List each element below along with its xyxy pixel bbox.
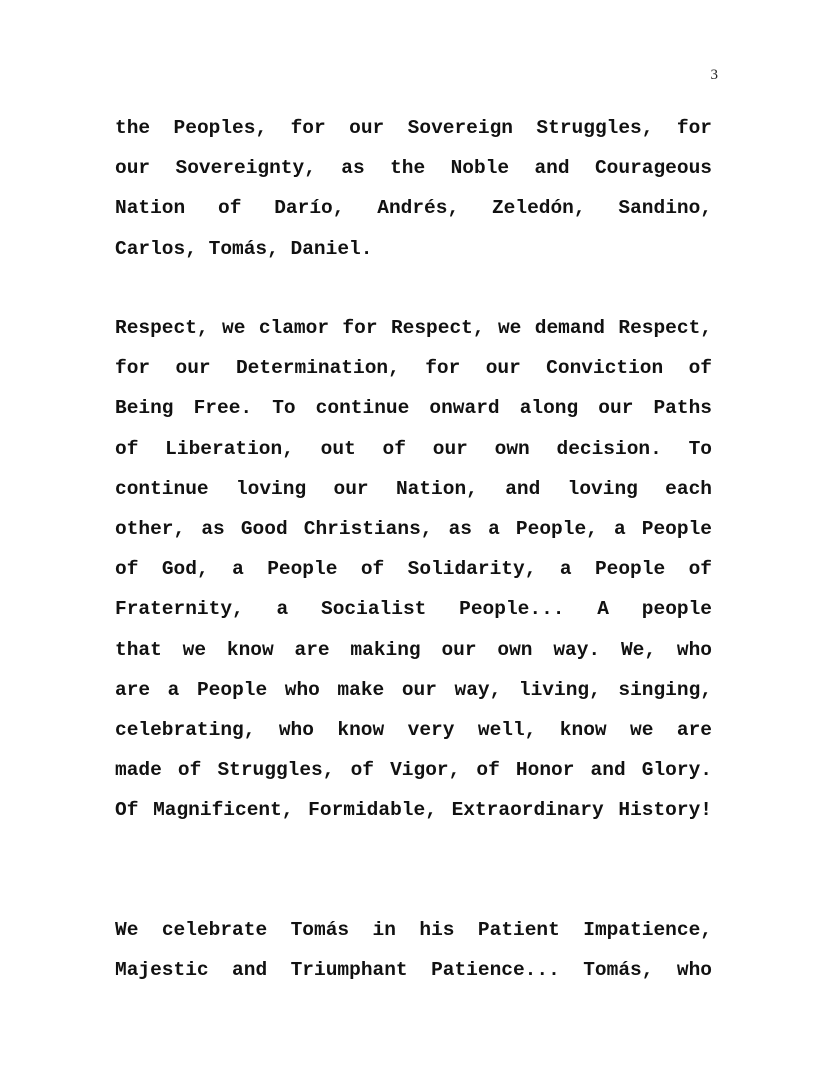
text-line: for our Determination, for our Conviction of — [115, 357, 712, 380]
text-line: of God, a People of Solidarity, a People of — [115, 558, 712, 581]
text-line: continue loving our Nation, and loving each — [115, 477, 712, 500]
text-line: that we know are making our own way. We, who — [115, 638, 712, 661]
text-line: of Liberation, out of our own decision. To — [115, 437, 712, 460]
text-line: the Peoples, for our Sovereign Struggles, for — [115, 117, 712, 139]
text-line: our Sovereignty, as the Noble and Courageous — [115, 157, 712, 180]
paragraph-3 — [115, 910, 712, 990]
paragraph-2 — [115, 308, 712, 830]
text-line: celebrating, who know very well, know we are — [115, 718, 712, 741]
page-number: 3 — [710, 67, 718, 83]
text-line: Fraternity, a Socialist People... A people — [115, 598, 712, 621]
text-line: are a People who make our way, living, singing, — [115, 678, 712, 701]
paragraph-1 — [115, 108, 712, 269]
text-line: Carlos, Tomás, Daniel. — [115, 237, 373, 260]
text-line: made of Struggles, of Vigor, of Honor and Glory. — [115, 759, 712, 782]
text-line: Majestic and Triumphant Patience... Tomás, who — [115, 959, 712, 982]
text-line: Of Magnificent, Formidable, Extraordinary History! — [115, 799, 712, 822]
text-line: other, as Good Christians, as a People, a People — [115, 517, 712, 540]
text-line: Respect, we clamor for Respect, we demand Respect, — [115, 317, 712, 339]
text-line: We celebrate Tomás in his Patient Impatience, — [115, 919, 712, 941]
text-line: Being Free. To continue onward along our Paths — [115, 397, 712, 420]
text-line: Nation of Darío, Andrés, Zeledón, Sandino, — [115, 197, 712, 220]
